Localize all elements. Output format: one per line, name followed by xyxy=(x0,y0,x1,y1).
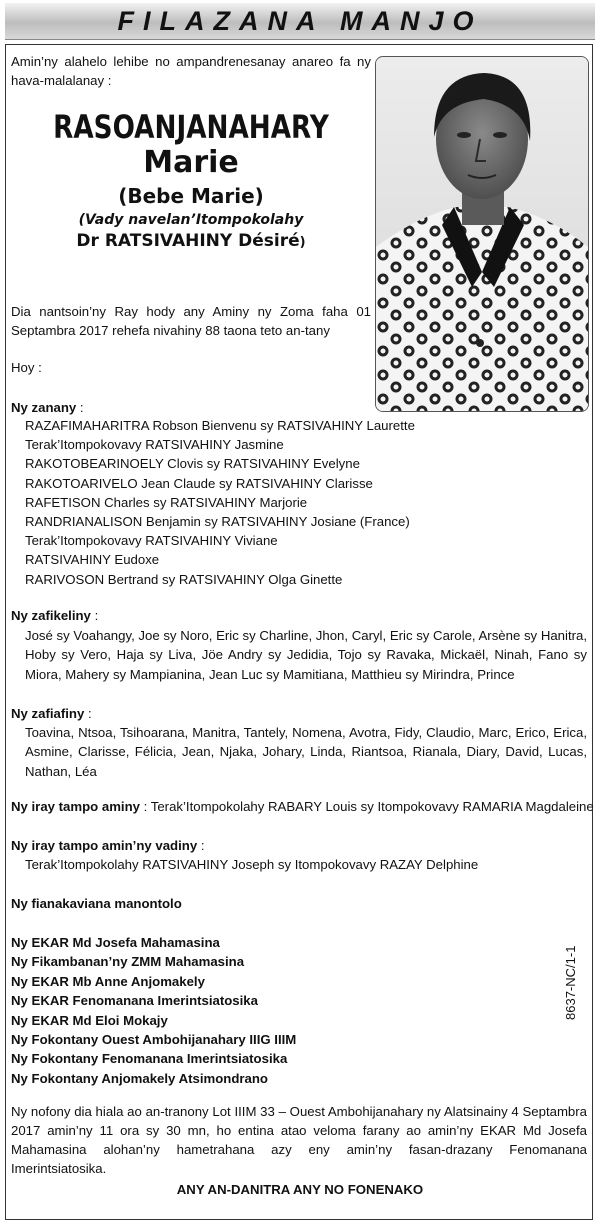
list-item: RAKOTOARIVELO Jean Claude sy RATSIVAHINY Clarisse xyxy=(25,475,373,491)
funeral-info: Ny nofony dia hiala ao an-tranony Lot IIIM 33 – Ouest Ambohijanahary ny Alatsinainy 4 Septambra 2017 amin’ny 11 ora sy 30 mn, ho entina atao veloma farany ao amin’ny EKAR Md Josefa Mahamasina alohan’ny hametrahana azy eny amin’ny fasan-drazany Fenomanana Imerintsiatosika. xyxy=(11,1104,587,1176)
great-grandchildren-list: Toavina, Ntsoa, Tsihoarana, Manitra, Tantely, Nomena, Avotra, Fidy, Claudio, Marc, Erico, Erica, Asmine, Clarisse, Félicia, Jean, Njaka, Johary, Linda, Riantsoa, Rianala, Diary, David, Lucas, Nathan, Léa xyxy=(25,725,587,779)
spouse-siblings-text: Terak’Itompokolahy RATSIVAHINY Joseph sy Itompokovavy RAZAY Delphine xyxy=(25,857,479,872)
death-notice: Dia nantsoin’ny Ray hody any Aminy ny Zoma faha 01 Septambra 2017 rehefa nivahiny 88 taona teto an-tany xyxy=(11,304,371,338)
deceased-given-name: Marie xyxy=(143,145,239,180)
great-grandchildren-heading xyxy=(11,704,92,723)
spouse-name: RATSIVAHINY Désiré xyxy=(104,231,300,251)
grandchildren-heading-label: Ny zafikeliny xyxy=(11,608,91,623)
list-item: RARIVOSON Bertrand sy RATSIVAHINY Olga Ginette xyxy=(25,571,343,587)
siblings-heading: Ny iray tampo aminy xyxy=(11,799,140,814)
list-item: Terak’Itompokovavy RATSIVAHINY Viviane xyxy=(25,533,278,549)
list-item: Ny Fokontany Ouest Ambohijanahary IIIG IIIM xyxy=(11,1032,297,1048)
list-item: Terak’Itompokovavy RATSIVAHINY Jasmine xyxy=(25,437,284,453)
deceased-nickname: (Bebe Marie) xyxy=(118,184,264,208)
list-item: Ny EKAR Md Eloi Mokajy xyxy=(11,1012,168,1028)
spouse-close: ) xyxy=(299,235,306,250)
header-bar xyxy=(5,3,595,40)
spouse-siblings-heading-suffix: : xyxy=(197,838,205,853)
grandchildren-heading-suffix: : xyxy=(90,608,99,623)
children-heading-suffix: : xyxy=(76,400,84,415)
extended-family: Ny fianakaviana manontolo xyxy=(11,896,182,911)
great-grandchildren-heading-suffix: : xyxy=(84,706,92,721)
reference-code: 8637-NC/1-1 xyxy=(563,945,578,1020)
spouse-siblings-heading xyxy=(11,836,204,855)
grandchildren-heading xyxy=(11,606,98,625)
list-item: RAKOTOBEARINOELY Clovis sy RATSIVAHINY Evelyne xyxy=(25,456,360,472)
list-item: RANDRIANALISON Benjamin sy RATSIVAHINY Josiane (France) xyxy=(25,514,410,530)
list-item: Ny EKAR Fenomanana Imerintsiatosika xyxy=(11,993,258,1009)
portrait-image xyxy=(376,57,588,411)
deceased-photo xyxy=(375,56,589,412)
spouse-siblings-heading-label: Ny iray tampo amin’ny vadiny xyxy=(11,838,198,853)
spouse-title: Dr xyxy=(76,231,99,251)
list-item: Ny Fikambanan’ny ZMM Mahamasina xyxy=(11,954,245,970)
children-list xyxy=(25,416,415,589)
page-title: FILAZANA MANJO xyxy=(117,5,483,36)
list-item: RAFETISON Charles sy RATSIVAHINY Marjorie xyxy=(25,494,308,510)
list-item: Ny Fokontany Fenomanana Imerintsiatosika xyxy=(11,1051,288,1067)
list-item: Ny EKAR Md Josefa Mahamasina xyxy=(11,935,220,950)
siblings-line xyxy=(11,797,594,816)
grandchildren-list: José sy Voahangy, Joe sy Noro, Eric sy Charline, Jhon, Caryl, Eric sy Carole, Arsène sy Hanitra, Hoby sy Vero, Haja sy Liva, Jöe Andry sy Jedidia, Tojo sy Ravaka, Mickaël, Ninah, Fano sy Miora, Mahery sy Mampianina, Jean Luc sy Mamitiana, Matthieu sy Mirindra, Prince xyxy=(25,628,587,682)
list-item: Ny EKAR Mb Anne Anjomakely xyxy=(11,973,205,989)
organizations-list xyxy=(11,933,296,1088)
great-grandchildren-heading-label: Ny zafiafiny xyxy=(11,706,85,721)
spouse-line xyxy=(11,230,371,254)
list-item: Ny Fokontany Anjomakely Atsimondrano xyxy=(11,1070,268,1086)
deceased-name-block xyxy=(11,108,371,254)
siblings-text: : Terak’Itompokolahy RABARY Louis sy Itompokovavy RAMARIA Magdaleine xyxy=(140,799,594,814)
children-heading xyxy=(11,398,84,417)
spouse-prefix: (Vady navelan’Itompokolahy xyxy=(78,212,304,228)
list-item: RATSIVAHINY Eudoxe xyxy=(25,552,160,568)
deceased-surname: RASOANJANAHARY xyxy=(53,108,329,146)
intro-text: Amin’ny alahelo lehibe no ampandrenesanay anareo fa ny hava-malalanay : xyxy=(11,54,371,88)
children-heading-label: Ny zanany xyxy=(11,400,77,415)
final-note: ANY AN-DANITRA ANY NO FONENAKO xyxy=(176,1182,424,1197)
hoy-label: Hoy : xyxy=(11,360,42,375)
list-item: RAZAFIMAHARITRA Robson Bienvenu sy RATSIVAHINY Laurette xyxy=(25,418,415,433)
